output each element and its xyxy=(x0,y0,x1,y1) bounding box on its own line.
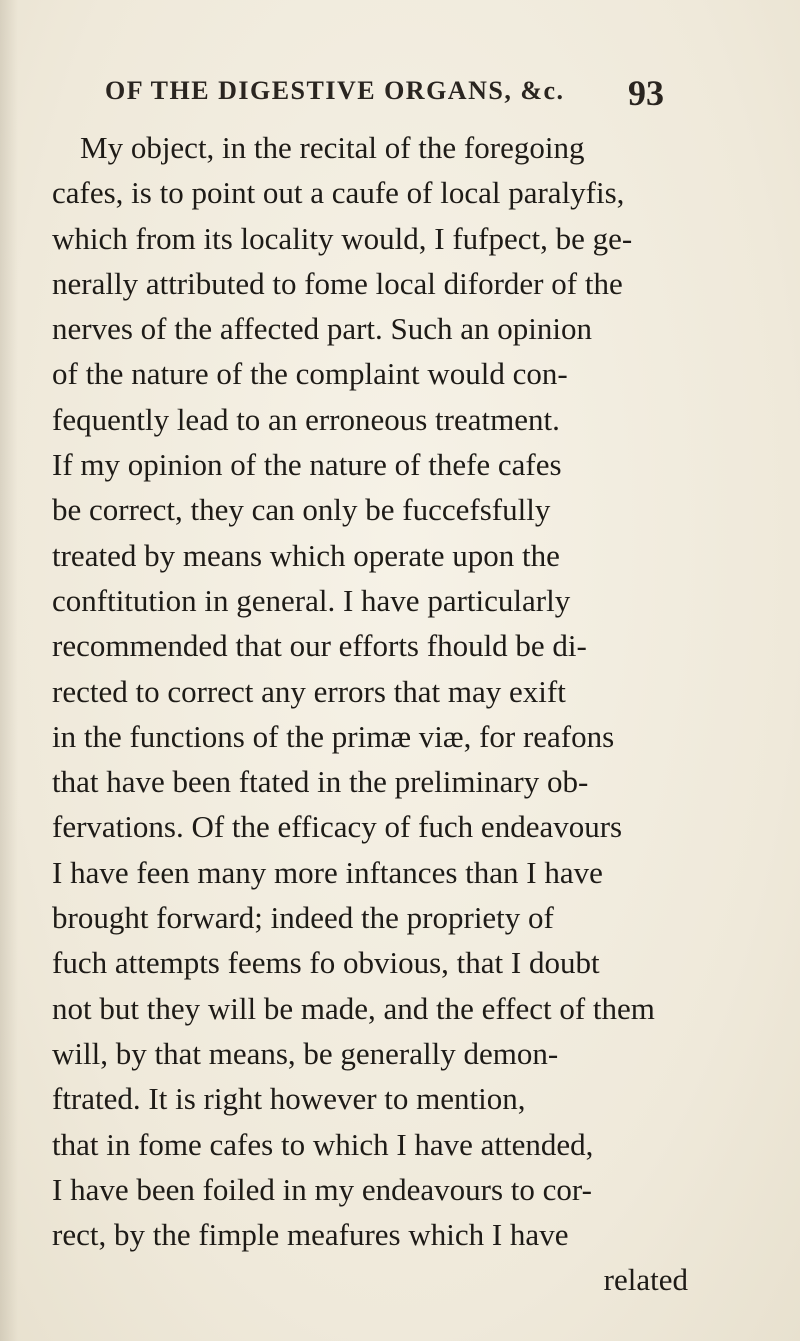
text-line: fequently lead to an erroneous treatment. xyxy=(52,401,560,437)
page-number: 93 xyxy=(628,73,664,113)
text-line: fervations. Of the efficacy of fuch endeavours xyxy=(52,809,623,845)
text-line: treated by means which operate upon the xyxy=(52,537,560,573)
text-line: of the nature of the complaint would con- xyxy=(52,356,568,392)
gutter-shadow xyxy=(0,0,18,1341)
text-line: rected to correct any errors that may exift xyxy=(52,673,566,709)
text-line: nerally attributed to fome local diforder of the xyxy=(52,265,623,301)
text-line: My object, in the recital of the foregoing xyxy=(80,130,585,165)
text-line: be correct, they can only be fuccefsfully xyxy=(52,492,551,528)
text-line: If my opinion of the nature of thefe cafes xyxy=(52,447,562,483)
catchword: related xyxy=(603,1262,688,1298)
text-line: which from its locality would, I fufpect, be ge- xyxy=(52,220,633,256)
body-text xyxy=(52,125,752,1303)
text-line: in the functions of the primæ viæ, for reafons xyxy=(52,718,615,754)
running-head: OF THE DIGESTIVE ORGANS, &c. xyxy=(105,76,565,105)
text-line: not but they will be made, and the effect of them xyxy=(52,990,655,1026)
text-line: that in fome cafes to which I have attended, xyxy=(52,1126,594,1162)
text-line: ftrated. It is right however to mention, xyxy=(52,1081,526,1117)
text-line: cafes, is to point out a caufe of local paralyfis, xyxy=(52,175,625,211)
text-line: rect, by the fimple meafures which I have xyxy=(52,1217,569,1253)
text-line: brought forward; indeed the propriety of xyxy=(52,900,554,936)
text-line: recommended that our efforts fhould be di- xyxy=(52,628,587,664)
text-line: I have been foiled in my endeavours to cor- xyxy=(52,1171,592,1207)
text-line: nerves of the affected part. Such an opinion xyxy=(52,311,593,347)
text-line: that have been ftated in the preliminary ob- xyxy=(52,764,589,800)
text-line: will, by that means, be generally demon- xyxy=(52,1035,559,1071)
text-line: fuch attempts feems fo obvious, that I doubt xyxy=(52,945,600,981)
text-line: I have feen many more inftances than I have xyxy=(52,854,603,890)
text-line: conftitution in general. I have particularly xyxy=(52,582,571,618)
